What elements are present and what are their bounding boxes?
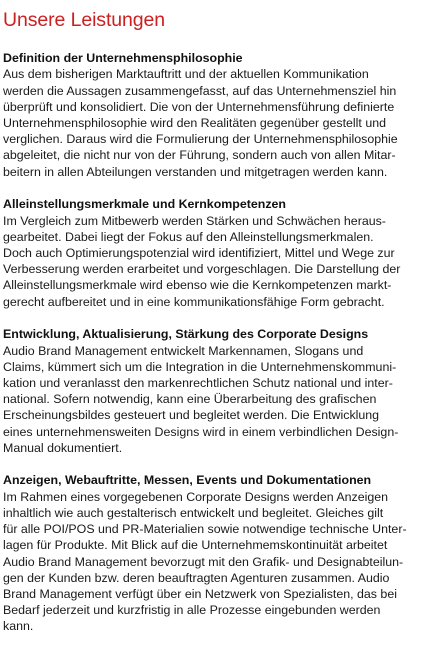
paragraph-line: Aus dem bisherigen Marktauftritt und der aktuellen Kommunikation <box>3 67 369 82</box>
paragraph-line: kation und veranlasst den markenrechtlichen Schutz national und inter- <box>3 375 393 390</box>
section-3 <box>3 326 433 456</box>
sections-container <box>3 50 433 635</box>
paragraph-line: Audio Brand Management bevorzugt mit den Grafik- und Designabteilun- <box>3 554 404 569</box>
section-heading: Alleinstellungsmerkmale und Kernkompetenzen <box>3 197 286 212</box>
paragraph-line: Alleinstellungsmerkmale wird ebenso wie die Kernkompetenzen markt- <box>3 278 392 293</box>
paragraph-line: kann. <box>3 619 34 634</box>
paragraph-line: Im Rahmen eines vorgegebenen Corporate Designs werden Anzeigen <box>3 489 389 504</box>
paragraph-line: lagen für Produkte. Mit Blick auf die Unternehmemskontinuität arbeitet <box>3 538 388 553</box>
paragraph-line: Im Vergleich zum Mitbewerb werden Stärken und Schwächen heraus- <box>3 213 386 228</box>
paragraph-line: überprüft und konsolidiert. Die von der Unternehmensführung definierte <box>3 99 395 114</box>
section-heading: Entwicklung, Aktualisierung, Stärkung des Corporate Designs <box>3 327 369 342</box>
paragraph-line: abgeleitet, die nicht nur von der Führung, sondern auch von allen Mitar- <box>3 148 396 163</box>
paragraph-line: gerecht aufbereitet und in eine kommunikationsfähige Form gebracht. <box>3 294 385 309</box>
section-4 <box>3 472 433 634</box>
section-heading: Definition der Unternehmensphilosophie <box>3 51 243 65</box>
paragraph-line: gen der Kunden bzw. deren beauftragten Agenturen zusammen. Audio <box>3 570 390 585</box>
paragraph-line: Unternehmensphilosophie wird den Realitäten gegenüber gestellt und <box>3 115 386 130</box>
paragraph-line: Doch auch Optimierungspotenzial wird identifiziert, Mittel und Wege zur <box>3 245 395 260</box>
paragraph-line: national. Sofern notwendig, kann eine Überarbeitung des grafischen <box>3 392 377 407</box>
paragraph-line: beitern in allen Abteilungen verstanden und mitgetragen werden kann. <box>3 164 388 179</box>
paragraph-line: Verbesserung werden erarbeitet und vorgeschlagen. Die Darstellung der <box>3 262 401 277</box>
paragraph-line: Manual dokumentiert. <box>3 440 123 455</box>
paragraph-line: Claims, kümmert sich um die Integration in die Unternehmenskommuni- <box>3 359 397 374</box>
paragraph-line: Brand Management verfügt über ein Netzwerk von Spezialisten, das bei <box>3 586 397 601</box>
paragraph-line: eines unternehmensweiten Designs wird in einem verbindlichen Design- <box>3 424 399 439</box>
paragraph-line: Bedarf jederzeit und kurzfristig in alle Prozesse eingebunden werden <box>3 603 381 618</box>
paragraph-line: verglichen. Daraus wird die Formulierung der Unternehmensphilosophie <box>3 132 398 147</box>
paragraph-line: Erscheinungsbildes gesteuert und begleitet werden. Die Entwicklung <box>3 408 380 423</box>
section-1 <box>3 50 433 180</box>
paragraph-line: inhaltlich wie auch gestalterisch entwickelt und begleitet. Gleiches gilt <box>3 505 384 520</box>
paragraph-line: gearbeitet. Dabei liegt der Fokus auf den Alleinstellungsmerkmalen. <box>3 229 374 244</box>
paragraph-line: für alle POI/POS und PR-Materialien sowie notwendige technische Unter- <box>3 522 407 537</box>
paragraph-line: werden die Aussagen zusammengefasst, auf das Unternehmensziel hin <box>3 83 397 98</box>
section-heading: Anzeigen, Webauftritte, Messen, Events und Dokumentationen <box>3 473 372 488</box>
document-page <box>3 8 433 651</box>
section-2 <box>3 196 433 310</box>
page-title: Unsere Leistungen <box>3 9 165 31</box>
paragraph-line: Audio Brand Management entwickelt Markennamen, Slogans und <box>3 343 364 358</box>
